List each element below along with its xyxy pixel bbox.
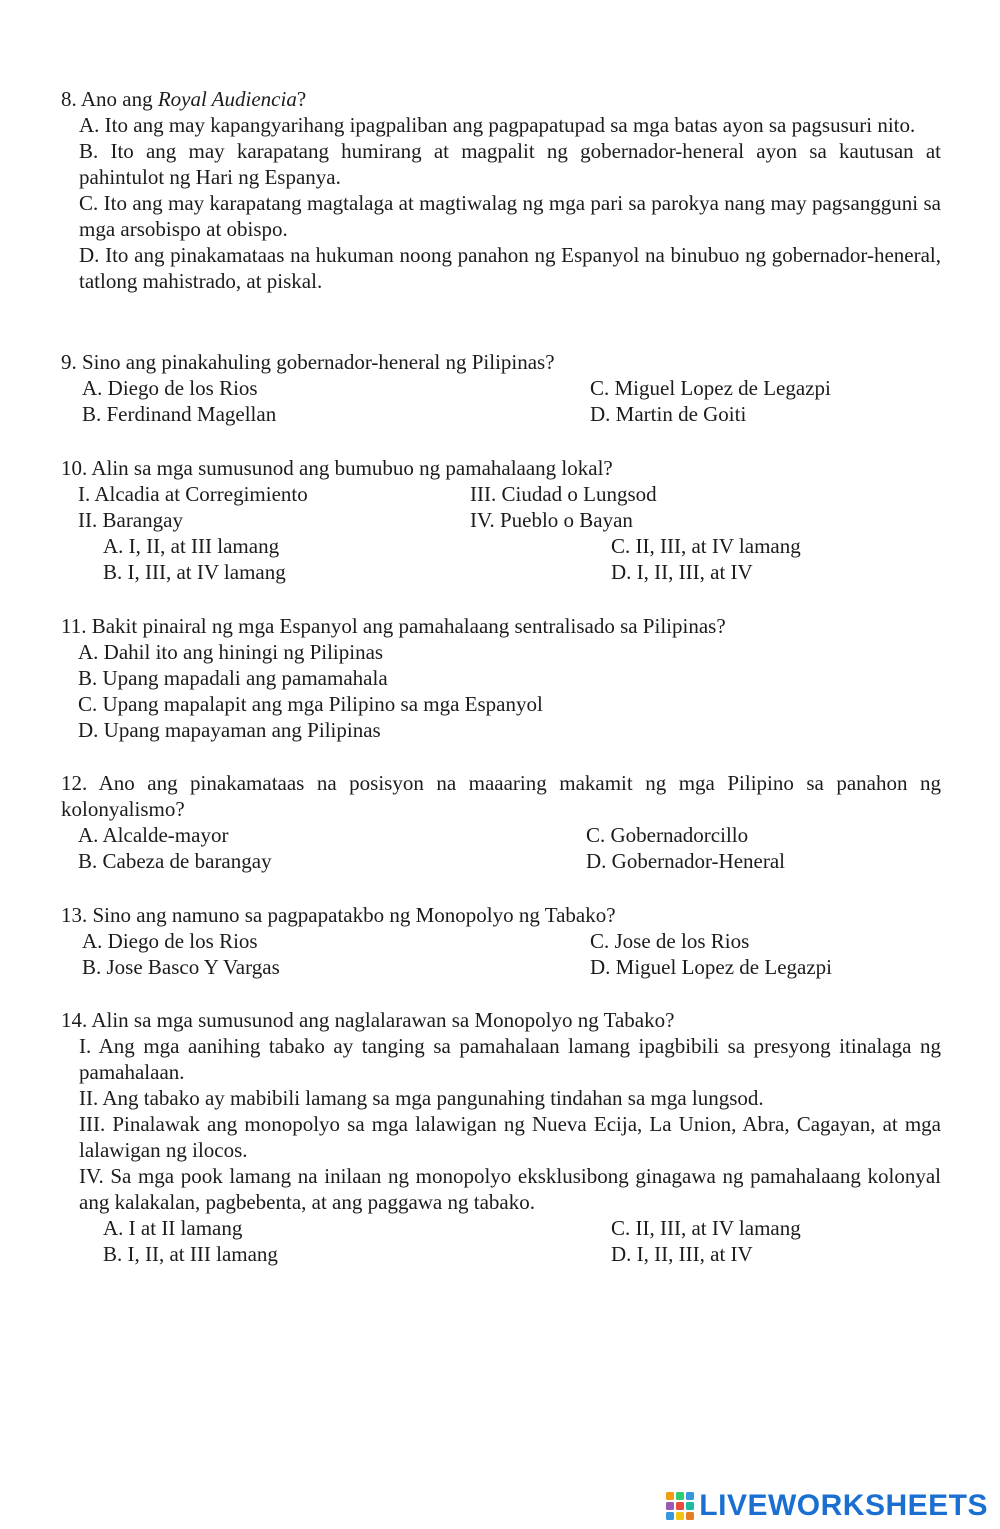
q14-statement-4: IV. Sa mga pook lamang na inilaan ng monopolyo eksklusibong ginagawa ng pamahalaang kolonyal ang kalakalan, pagbebenta, at ang paggawa ng tabako. <box>79 1164 941 1214</box>
liveworksheets-logo <box>665 1489 988 1523</box>
liveworksheets-logo-text: LIVEWORKSHEETS <box>699 1489 988 1522</box>
q13-options-row-1 <box>61 928 941 954</box>
q14-options-row-1 <box>61 1215 941 1241</box>
q12-options-row-2 <box>61 848 941 874</box>
q10-roman-row-2 <box>61 507 941 533</box>
question-10-stem: 10. Alin sa mga sumusunod ang bumubuo ng pamahalaang lokal? <box>61 456 613 480</box>
q10-options-row-2 <box>61 559 941 585</box>
q8-option-c: C. Ito ang may karapatang magtalaga at magtiwalag ng mga pari sa parokya nang may pagsangguni sa mga arsobispo at obispo. <box>79 191 941 241</box>
q9-option-c: C. Miguel Lopez de Legazpi <box>590 376 831 400</box>
q10-option-a: A. I, II, at III lamang <box>103 534 280 558</box>
q14-options-row-2 <box>61 1241 941 1267</box>
q14-option-c: C. II, III, at IV lamang <box>611 1216 801 1240</box>
q13-option-c: C. Jose de los Rios <box>590 929 750 953</box>
question-12-stem: 12. Ano ang pinakamataas na posisyon na maaaring makamit ng mga Pilipino sa panahon ng kolonyalismo? <box>61 771 941 821</box>
q9-option-d: D. Martin de Goiti <box>590 402 747 426</box>
q14-option-a: A. I at II lamang <box>103 1216 243 1240</box>
question-12 <box>61 770 941 874</box>
q12-option-d: D. Gobernador-Heneral <box>586 849 785 873</box>
q14-statement-1: I. Ang mga aanihing tabako ay tanging sa pamahalaan lamang ipagbibili sa presyong itinalaga ng pamahalaan. <box>79 1034 941 1084</box>
q10-option-c: C. II, III, at IV lamang <box>611 534 801 558</box>
q14-option-b: B. I, II, at III lamang <box>103 1242 278 1266</box>
q13-option-d: D. Miguel Lopez de Legazpi <box>590 955 832 979</box>
q8-option-d: D. Ito ang pinakamataas na hukuman noong panahon ng Espanyol na binubuo ng gobernador-heneral, tatlong mahistrado, at piskal. <box>79 243 941 293</box>
q14-statement-2: II. Ang tabako ay mabibili lamang sa mga pangunahing tindahan sa mga lungsod. <box>79 1086 764 1110</box>
question-14-stem: 14. Alin sa mga sumusunod ang naglalarawan sa Monopolyo ng Tabako? <box>61 1008 675 1032</box>
q8-option-a: A. Ito ang may kapangyarihang ipagpaliban ang pagpapatupad sa mga batas ayon sa pagsusuri nito. <box>79 113 916 137</box>
question-8-stem: 8. Ano ang Royal Audiencia? <box>61 87 307 111</box>
q9-option-b: B. Ferdinand Magellan <box>82 402 277 426</box>
question-13 <box>61 902 941 980</box>
q10-roman-2: II. Barangay <box>78 508 183 532</box>
q10-option-b: B. I, III, at IV lamang <box>103 560 286 584</box>
q12-option-c: C. Gobernadorcillo <box>586 823 749 847</box>
q14-option-d: D. I, II, III, at IV <box>611 1242 753 1266</box>
q10-roman-3: III. Ciudad o Lungsod <box>470 482 657 506</box>
question-9 <box>61 349 941 427</box>
q9-options-row-2 <box>61 401 941 427</box>
question-11-stem: 11. Bakit pinairal ng mga Espanyol ang pamahalaang sentralisado sa Pilipinas? <box>61 614 726 638</box>
q10-roman-row-1 <box>61 481 941 507</box>
question-14 <box>61 1007 941 1267</box>
q12-option-b: B. Cabeza de barangay <box>78 849 272 873</box>
q11-option-d: D. Upang mapayaman ang Pilipinas <box>78 718 381 742</box>
question-13-stem: 13. Sino ang namuno sa pagpapatakbo ng Monopolyo ng Tabako? <box>61 903 616 927</box>
question-9-stem: 9. Sino ang pinakahuling gobernador-heneral ng Pilipinas? <box>61 350 555 374</box>
q12-option-a: A. Alcalde-mayor <box>78 823 229 847</box>
q10-options-row-1 <box>61 533 941 559</box>
q12-options-row-1 <box>61 822 941 848</box>
royal-audiencia-term: Royal Audiencia <box>157 87 297 111</box>
q13-option-a: A. Diego de los Rios <box>82 929 258 953</box>
q10-roman-4: IV. Pueblo o Bayan <box>470 508 633 532</box>
q10-option-d: D. I, II, III, at IV <box>611 560 753 584</box>
question-8 <box>61 86 941 294</box>
q13-options-row-2 <box>61 954 941 980</box>
q14-statement-3: III. Pinalawak ang monopolyo sa mga lalawigan ng Nueva Ecija, La Union, Abra, Cagayan, at mga lalawigan ng ilocos. <box>79 1112 941 1162</box>
question-10 <box>61 455 941 585</box>
question-11 <box>61 613 941 743</box>
q9-option-a: A. Diego de los Rios <box>82 376 258 400</box>
liveworksheets-logo-icon <box>665 1491 695 1521</box>
q11-option-c: C. Upang mapalapit ang mga Pilipino sa mga Espanyol <box>78 692 543 716</box>
q11-option-a: A. Dahil ito ang hiningi ng Pilipinas <box>78 640 384 664</box>
q9-options-row-1 <box>61 375 941 401</box>
q13-option-b: B. Jose Basco Y Vargas <box>82 955 280 979</box>
q10-roman-1: I. Alcadia at Corregimiento <box>78 482 308 506</box>
q8-option-b: B. Ito ang may karapatang humirang at magpalit ng gobernador-heneral ayon sa kautusan at pahintulot ng Hari ng Espanya. <box>79 139 941 189</box>
q11-option-b: B. Upang mapadali ang pamamahala <box>78 666 388 690</box>
